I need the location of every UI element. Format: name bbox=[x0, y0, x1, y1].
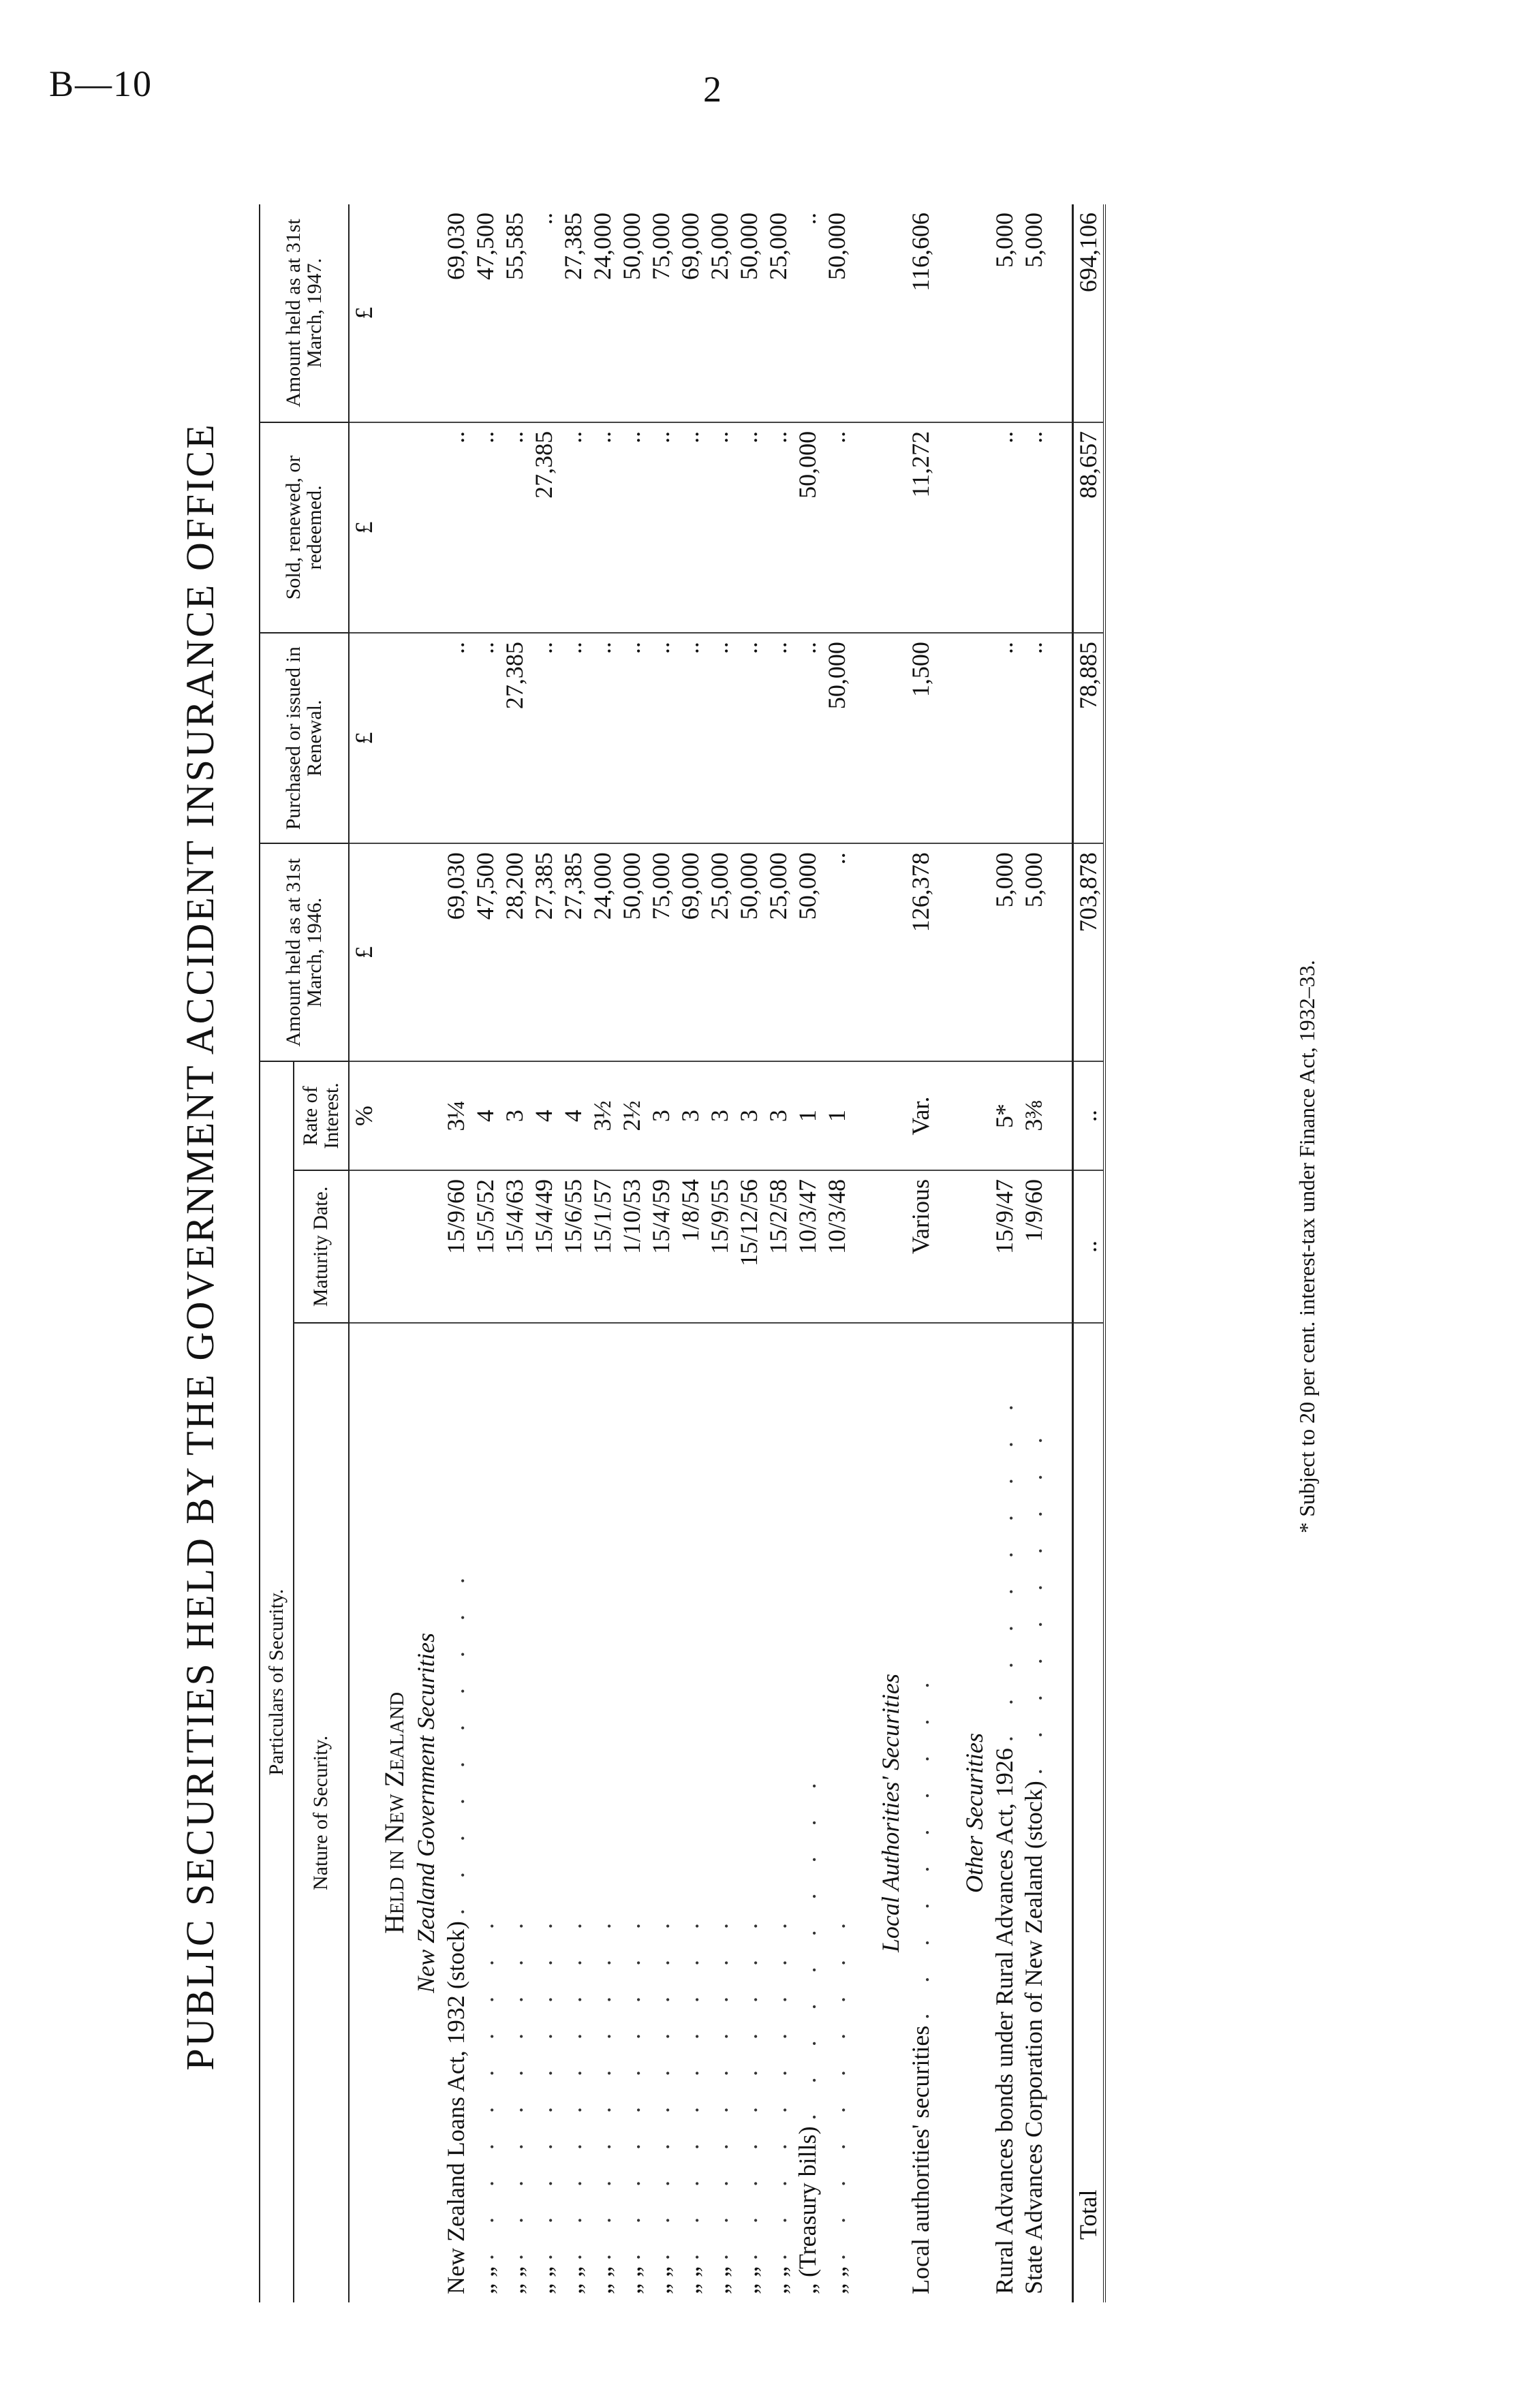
purchased-cell: 27,385 bbox=[500, 633, 529, 843]
empty-cell bbox=[875, 843, 906, 1061]
spacer-row bbox=[935, 204, 959, 2302]
nature-text: Local authorities' securities bbox=[906, 2025, 934, 2294]
maturity-cell: 10/3/48 bbox=[822, 1170, 852, 1323]
nature-text: „ „ bbox=[734, 2266, 762, 2294]
maturity-cell: 15/5/52 bbox=[471, 1170, 500, 1323]
table-row bbox=[559, 204, 588, 2302]
held-1946-cell: 27,385 bbox=[559, 843, 588, 1061]
purchased-cell: .. bbox=[617, 633, 647, 843]
held-1946-cell: 50,000 bbox=[793, 843, 822, 1061]
nature-text: „ „ bbox=[559, 2266, 587, 2294]
header-held-1946: Amount held as at 31st March, 1946. bbox=[260, 843, 349, 1061]
empty-cell bbox=[852, 1170, 875, 1323]
section-heading-row bbox=[875, 204, 906, 2302]
dot-leader: . . . . . . . . . . bbox=[471, 1911, 499, 2261]
empty-cell bbox=[935, 843, 959, 1061]
dot-leader: . . . . . . . . . . bbox=[793, 1770, 821, 2121]
sold-cell: .. bbox=[990, 422, 1019, 633]
nature-cell bbox=[617, 1323, 647, 2302]
empty-cell bbox=[1049, 422, 1073, 633]
table-row bbox=[793, 204, 822, 2302]
empty-cell bbox=[875, 1061, 906, 1170]
table-row bbox=[764, 204, 793, 2302]
section-heading-row bbox=[379, 204, 410, 2302]
purchased-cell: .. bbox=[529, 633, 559, 843]
sold-cell: .. bbox=[676, 422, 705, 633]
unit-pound: £ bbox=[349, 633, 379, 843]
nature-text: „ „ bbox=[617, 2266, 645, 2294]
securities-table bbox=[259, 204, 1106, 2302]
empty-cell bbox=[852, 1323, 875, 2302]
held-1946-cell: 5,000 bbox=[990, 843, 1019, 1061]
empty-cell bbox=[875, 633, 906, 843]
maturity-cell: 15/9/47 bbox=[990, 1170, 1019, 1323]
total-maturity-cell: .. bbox=[1072, 1170, 1104, 1323]
purchased-cell: .. bbox=[588, 633, 617, 843]
maturity-cell: 1/9/60 bbox=[1019, 1170, 1049, 1323]
nature-cell bbox=[529, 1323, 559, 2302]
empty-cell bbox=[1049, 1323, 1073, 2302]
empty-cell bbox=[935, 422, 959, 633]
held-1947-cell: 47,500 bbox=[471, 204, 500, 422]
held-1946-cell: 28,200 bbox=[500, 843, 529, 1061]
nature-cell bbox=[676, 1323, 705, 2302]
empty-cell bbox=[959, 422, 990, 633]
empty-cell bbox=[1049, 1170, 1073, 1323]
table-row bbox=[647, 204, 676, 2302]
rate-cell: 4 bbox=[529, 1061, 559, 1170]
held-1946-cell: 50,000 bbox=[617, 843, 647, 1061]
rate-cell: Var. bbox=[906, 1061, 935, 1170]
empty-cell bbox=[1049, 633, 1073, 843]
table-row bbox=[676, 204, 705, 2302]
held-1947-cell: 5,000 bbox=[1019, 204, 1049, 422]
header-particulars: Particulars of Security. bbox=[260, 1061, 294, 2302]
total-purchased: 78,885 bbox=[1072, 633, 1104, 843]
sold-cell: .. bbox=[617, 422, 647, 633]
purchased-cell: .. bbox=[990, 633, 1019, 843]
unit-pound: £ bbox=[349, 843, 379, 1061]
purchased-cell: .. bbox=[705, 633, 734, 843]
held-1947-cell: 50,000 bbox=[822, 204, 852, 422]
held-1946-cell: .. bbox=[822, 843, 852, 1061]
dot-leader: . . . . . . . . . . bbox=[764, 1911, 792, 2261]
maturity-cell: 10/3/47 bbox=[793, 1170, 822, 1323]
sold-cell: .. bbox=[822, 422, 852, 633]
purchased-cell: .. bbox=[471, 633, 500, 843]
held-1946-cell: 126,378 bbox=[906, 843, 935, 1061]
nature-text: „ „ bbox=[500, 2266, 528, 2294]
rate-cell: 4 bbox=[559, 1061, 588, 1170]
maturity-cell: 15/12/56 bbox=[734, 1170, 764, 1323]
held-1946-cell: 25,000 bbox=[764, 843, 793, 1061]
rate-cell: 1 bbox=[822, 1061, 852, 1170]
held-1947-cell: 24,000 bbox=[588, 204, 617, 422]
held-1946-cell: 47,500 bbox=[471, 843, 500, 1061]
dot-leader: . . . . . . . . . . bbox=[529, 1911, 557, 2261]
sold-cell: .. bbox=[734, 422, 764, 633]
held-1946-cell: 24,000 bbox=[588, 843, 617, 1061]
table-row bbox=[734, 204, 764, 2302]
held-1946-cell: 25,000 bbox=[705, 843, 734, 1061]
nature-cell bbox=[471, 1323, 500, 2302]
nature-cell bbox=[764, 1323, 793, 2302]
empty-cell bbox=[959, 1170, 990, 1323]
table-row bbox=[529, 204, 559, 2302]
table-row bbox=[500, 204, 529, 2302]
sold-cell: .. bbox=[559, 422, 588, 633]
header-sold: Sold, renewed, or redeemed. bbox=[260, 422, 349, 633]
held-1946-cell: 27,385 bbox=[529, 843, 559, 1061]
rate-cell: 3 bbox=[705, 1061, 734, 1170]
nature-text: „ „ bbox=[705, 2266, 733, 2294]
rate-cell: 3 bbox=[734, 1061, 764, 1170]
purchased-cell: .. bbox=[676, 633, 705, 843]
empty-cell bbox=[935, 1323, 959, 2302]
nature-cell bbox=[559, 1323, 588, 2302]
maturity-cell: 15/2/58 bbox=[764, 1170, 793, 1323]
nature-cell bbox=[705, 1323, 734, 2302]
sold-cell: 11,272 bbox=[906, 422, 935, 633]
table-row bbox=[442, 204, 471, 2302]
footnote: * Subject to 20 per cent. interest-tax under Finance Act, 1932–33. bbox=[1295, 960, 1319, 1533]
header-held-1947: Amount held as at 31st March, 1947. bbox=[260, 204, 349, 422]
dot-leader: . . . . . . . . . . bbox=[617, 1911, 645, 2261]
empty-cell bbox=[852, 633, 875, 843]
empty-cell bbox=[959, 843, 990, 1061]
header-maturity: Maturity Date. bbox=[294, 1170, 349, 1323]
purchased-cell: .. bbox=[764, 633, 793, 843]
nature-cell bbox=[500, 1323, 529, 2302]
dot-leader: . . . . . . . . . . bbox=[647, 1911, 675, 2261]
dot-leader: . . . . . . . . . . bbox=[676, 1911, 704, 2261]
page-number: 2 bbox=[703, 69, 722, 110]
total-sold: 88,657 bbox=[1072, 422, 1104, 633]
empty-cell bbox=[959, 204, 990, 422]
sold-cell: 50,000 bbox=[793, 422, 822, 633]
purchased-cell: .. bbox=[793, 633, 822, 843]
maturity-cell: 15/9/60 bbox=[442, 1170, 471, 1323]
nature-cell bbox=[647, 1323, 676, 2302]
nature-text: „ (Treasury bills) bbox=[793, 2126, 821, 2294]
empty-cell bbox=[935, 1170, 959, 1323]
maturity-cell: 1/10/53 bbox=[617, 1170, 647, 1323]
rate-cell: 3 bbox=[764, 1061, 793, 1170]
dot-leader: . . . . . . . . . . bbox=[588, 1911, 616, 2261]
empty-cell bbox=[935, 204, 959, 422]
purchased-cell: .. bbox=[442, 633, 471, 843]
empty-cell bbox=[852, 1061, 875, 1170]
empty-cell bbox=[852, 204, 875, 422]
rate-cell: 1 bbox=[793, 1061, 822, 1170]
dot-leader: . . . . . . . . . . bbox=[906, 1670, 934, 2020]
held-1947-cell: 69,000 bbox=[676, 204, 705, 422]
sold-cell: .. bbox=[647, 422, 676, 633]
table-row bbox=[471, 204, 500, 2302]
nature-text: „ „ bbox=[529, 2266, 557, 2294]
held-1946-cell: 69,030 bbox=[442, 843, 471, 1061]
maturity-cell: 1/8/54 bbox=[676, 1170, 705, 1323]
nature-text: „ „ bbox=[676, 2266, 704, 2294]
sold-cell: .. bbox=[705, 422, 734, 633]
purchased-cell: .. bbox=[1019, 633, 1049, 843]
table-row bbox=[906, 204, 935, 2302]
held-1946-cell: 50,000 bbox=[734, 843, 764, 1061]
held-1947-cell: 27,385 bbox=[559, 204, 588, 422]
maturity-cell: 15/6/55 bbox=[559, 1170, 588, 1323]
page-reference: B—10 bbox=[49, 63, 153, 104]
unit-pound: £ bbox=[349, 422, 379, 633]
units-row bbox=[349, 204, 379, 2302]
held-1947-cell: 25,000 bbox=[705, 204, 734, 422]
nature-text: „ „ bbox=[647, 2266, 675, 2294]
total-held-1946: 703,878 bbox=[1072, 843, 1104, 1061]
spacer-row bbox=[852, 204, 875, 2302]
rate-cell: 3 bbox=[676, 1061, 705, 1170]
held-1947-cell: 116,606 bbox=[906, 204, 935, 422]
nature-text: „ „ bbox=[822, 2266, 850, 2294]
maturity-cell: 15/4/59 bbox=[647, 1170, 676, 1323]
purchased-cell: 50,000 bbox=[822, 633, 852, 843]
empty-cell bbox=[1049, 843, 1073, 1061]
held-1947-cell: 50,000 bbox=[734, 204, 764, 422]
dot-leader: . . . . . . . . . . bbox=[705, 1911, 733, 2261]
section-local-securities: Local Authorities' Securities bbox=[876, 1673, 904, 1952]
total-row bbox=[1072, 204, 1104, 2302]
dot-leader: . . . . . . . . . . bbox=[559, 1911, 587, 2261]
nature-cell bbox=[793, 1323, 822, 2302]
dot-leader: . . . . . . . . . . bbox=[990, 1392, 1018, 1742]
rate-cell: 3 bbox=[647, 1061, 676, 1170]
nature-text: „ „ bbox=[764, 2266, 792, 2294]
nature-cell bbox=[1019, 1323, 1049, 2302]
purchased-cell: .. bbox=[559, 633, 588, 843]
table-row bbox=[617, 204, 647, 2302]
held-1947-cell: 25,000 bbox=[764, 204, 793, 422]
sold-cell: 27,385 bbox=[529, 422, 559, 633]
nature-text: „ „ bbox=[588, 2266, 616, 2294]
table-row bbox=[705, 204, 734, 2302]
held-1947-cell: 5,000 bbox=[990, 204, 1019, 422]
empty-cell bbox=[875, 422, 906, 633]
empty-cell bbox=[852, 843, 875, 1061]
maturity-cell: 15/1/57 bbox=[588, 1170, 617, 1323]
held-1947-cell: 75,000 bbox=[647, 204, 676, 422]
table-row bbox=[588, 204, 617, 2302]
empty-cell bbox=[1049, 204, 1073, 422]
sold-cell: .. bbox=[1019, 422, 1049, 633]
total-label: Total bbox=[1074, 2189, 1102, 2240]
held-1947-cell: 69,030 bbox=[442, 204, 471, 422]
section-heading-row bbox=[410, 204, 442, 2302]
section-held-in-nz: Held in New Zealand bbox=[378, 1692, 409, 1934]
dot-leader: . . . . . . . . . . bbox=[442, 1565, 469, 1916]
rotated-table-block bbox=[177, 191, 1335, 2302]
held-1947-cell: .. bbox=[793, 204, 822, 422]
sold-cell: .. bbox=[471, 422, 500, 633]
table-row bbox=[1019, 204, 1049, 2302]
nature-cell bbox=[990, 1323, 1019, 2302]
sold-cell: .. bbox=[764, 422, 793, 633]
held-1947-cell: 50,000 bbox=[617, 204, 647, 422]
dot-leader: . . . . . . . . . . bbox=[734, 1911, 762, 2261]
held-1947-cell: 55,585 bbox=[500, 204, 529, 422]
held-1947-cell: .. bbox=[529, 204, 559, 422]
purchased-cell: 1,500 bbox=[906, 633, 935, 843]
rate-cell: 2½ bbox=[617, 1061, 647, 1170]
nature-cell bbox=[442, 1323, 471, 2302]
empty-cell bbox=[875, 204, 906, 422]
section-government-securities: New Zealand Government Securities bbox=[412, 1633, 439, 1993]
total-label-cell bbox=[1072, 1323, 1104, 2302]
empty-cell bbox=[959, 633, 990, 843]
spacer-row bbox=[1049, 204, 1073, 2302]
table-body bbox=[349, 204, 1104, 2302]
nature-cell bbox=[822, 1323, 852, 2302]
dot-leader: . . . . . . . . . . bbox=[822, 1911, 850, 2261]
nature-cell bbox=[734, 1323, 764, 2302]
unit-pound: £ bbox=[349, 204, 379, 422]
dot-leader: . . . . . . . . . . bbox=[500, 1911, 528, 2261]
maturity-cell: 15/9/55 bbox=[705, 1170, 734, 1323]
dot-leader: . . . . . . . . . . bbox=[1019, 1425, 1047, 1775]
sold-cell: .. bbox=[442, 422, 471, 633]
nature-text: „ „ bbox=[471, 2266, 499, 2294]
nature-cell bbox=[588, 1323, 617, 2302]
page-title: PUBLIC SECURITIES HELD BY THE GOVERNMENT ACCIDENT INSURANCE OFFICE bbox=[178, 422, 222, 2071]
table-row bbox=[822, 204, 852, 2302]
maturity-cell: Various bbox=[906, 1170, 935, 1323]
held-1946-cell: 69,000 bbox=[676, 843, 705, 1061]
maturity-cell: 15/4/63 bbox=[500, 1170, 529, 1323]
empty-cell bbox=[875, 1170, 906, 1323]
maturity-cell: 15/4/49 bbox=[529, 1170, 559, 1323]
purchased-cell: .. bbox=[647, 633, 676, 843]
nature-cell bbox=[906, 1323, 935, 2302]
empty-cell bbox=[1049, 1061, 1073, 1170]
sold-cell: .. bbox=[588, 422, 617, 633]
header-rate: Rate of Interest. bbox=[294, 1061, 349, 1170]
rate-cell: 3½ bbox=[588, 1061, 617, 1170]
held-1946-cell: 75,000 bbox=[647, 843, 676, 1061]
section-heading-row bbox=[959, 204, 990, 2302]
nature-text: New Zealand Loans Act, 1932 (stock) bbox=[442, 1921, 469, 2294]
nature-text: Rural Advances bonds under Rural Advances Act, 1926 bbox=[990, 1748, 1018, 2294]
unit-percent: % bbox=[349, 1061, 379, 1170]
rate-cell: 3 bbox=[500, 1061, 529, 1170]
empty-cell bbox=[935, 1061, 959, 1170]
header-nature: Nature of Security. bbox=[294, 1323, 349, 2302]
rate-cell: 4 bbox=[471, 1061, 500, 1170]
section-other-securities: Other Securities bbox=[960, 1732, 988, 1893]
empty-cell bbox=[935, 633, 959, 843]
total-rate-cell: .. bbox=[1072, 1061, 1104, 1170]
empty-cell bbox=[852, 422, 875, 633]
table-row bbox=[990, 204, 1019, 2302]
rate-cell: 3¼ bbox=[442, 1061, 471, 1170]
sold-cell: .. bbox=[500, 422, 529, 633]
purchased-cell: .. bbox=[734, 633, 764, 843]
rate-cell: 5* bbox=[990, 1061, 1019, 1170]
header-purchased: Purchased or issued in Renewal. bbox=[260, 633, 349, 843]
nature-text: State Advances Corporation of New Zealand (stock) bbox=[1019, 1781, 1047, 2294]
held-1946-cell: 5,000 bbox=[1019, 843, 1049, 1061]
total-held-1947: 694,106 bbox=[1072, 204, 1104, 422]
rate-cell: 3⅜ bbox=[1019, 1061, 1049, 1170]
empty-cell bbox=[959, 1061, 990, 1170]
